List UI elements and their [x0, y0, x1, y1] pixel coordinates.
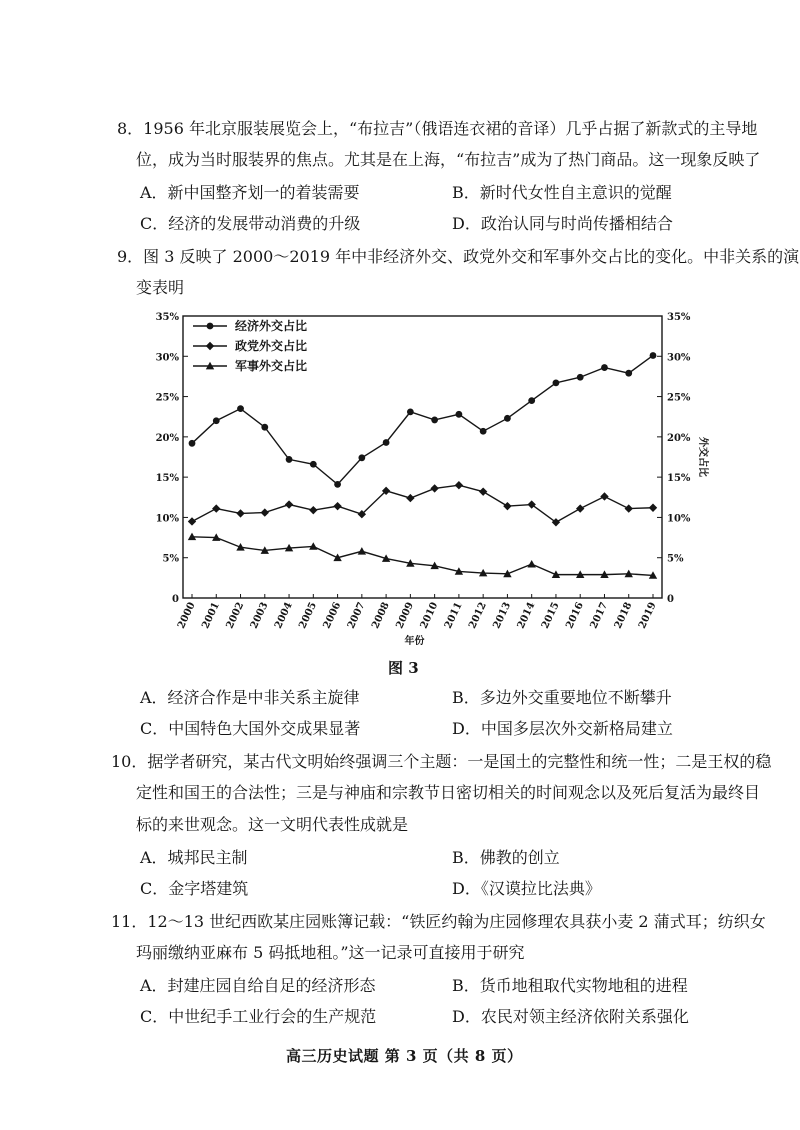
- figure-caption: 图 3: [388, 659, 419, 677]
- y-tick-label-left: 0: [172, 594, 179, 605]
- y-tick-label-right: 0: [667, 594, 674, 605]
- series-1-point: [455, 411, 462, 418]
- x-tick-label: 2015: [539, 600, 562, 631]
- series-1-point: [528, 397, 535, 404]
- figure-3-line-chart: [150, 302, 710, 650]
- x-tick-label: 2004: [273, 600, 295, 631]
- series-1-point: [334, 481, 341, 488]
- series-2-point: [333, 502, 341, 510]
- series-line-2: [192, 485, 653, 522]
- q8-text-line-2: 位，成为当时服装界的焦点。尤其是在上海，“布拉吉”成为了热门商品。这一现象反映了: [136, 150, 761, 169]
- chart-legend: [193, 318, 307, 373]
- series-2-point: [649, 504, 657, 512]
- x-tick-label: 2006: [321, 600, 344, 631]
- y-tick-label-right: 20%: [667, 432, 691, 444]
- x-tick-label: 2018: [612, 600, 635, 631]
- series-3-point: [358, 547, 366, 555]
- series-1-point: [383, 439, 390, 446]
- series-1-point: [577, 374, 584, 381]
- q9-text-line-1: 9．图 3 反映了 2000～2019 年中非经济外交、政党外交和军事外交占比的变化。中非关系的演: [117, 247, 800, 266]
- series-1-point: [431, 417, 438, 424]
- x-tick-label: 2007: [345, 600, 368, 631]
- series-1-point: [310, 461, 317, 468]
- series-3-point: [527, 560, 535, 568]
- series-1-point: [237, 405, 244, 412]
- legend-marker: [207, 323, 214, 330]
- series-1-point: [601, 364, 608, 371]
- series-1-point: [358, 454, 365, 461]
- q10-text-line-1: 10．据学者研究，某古代文明始终强调三个主题：一是国土的完整性和统一性；二是王权的稳: [111, 752, 772, 771]
- q11-text-line-1: 11．12～13 世纪西欧某庄园账簿记载：“铁匠约翰为庄园修理农具获小麦 2 蒲式耳；纺织女: [111, 912, 766, 931]
- series-2-point: [576, 504, 584, 512]
- series-2-point: [285, 500, 293, 508]
- legend-label: 经济外交占比: [235, 319, 308, 333]
- x-tick-label: 2014: [515, 600, 538, 631]
- q8-text-line-1: 8．1956 年北京服装展览会上，“布拉吉”（俄语连衣裙的音译）几乎占据了新款式的主导地: [117, 119, 758, 138]
- q8-option-a[interactable]: A．新中国整齐划一的着装需要: [140, 183, 360, 202]
- x-tick-label: 2008: [370, 600, 392, 631]
- y-tick-label-left: 5%: [162, 553, 179, 565]
- legend-label: 政党外交占比: [235, 339, 308, 353]
- series-2-point: [309, 506, 317, 514]
- x-tick-label: 2012: [467, 600, 489, 631]
- y-tick-label-right: 5%: [667, 553, 684, 565]
- q11-option-b[interactable]: B．货币地租取代实物地租的进程: [452, 976, 688, 995]
- y-tick-label-right: 10%: [667, 513, 691, 525]
- q10-option-d[interactable]: D．《汉谟拉比法典》: [452, 879, 601, 898]
- y-tick-label-left: 10%: [155, 513, 179, 525]
- series-2-point: [212, 504, 220, 512]
- q8-option-b[interactable]: B．新时代女性自主意识的觉醒: [452, 183, 672, 202]
- series-1-point: [286, 456, 293, 463]
- series-1-point: [625, 370, 632, 377]
- x-tick-label: 2003: [248, 600, 271, 631]
- q10-text-line-2: 定性和国王的合法性；三是与神庙和宗教节日密切相关的时间观念以及死后复活为最终目: [136, 783, 761, 802]
- series-2-point: [430, 484, 438, 492]
- series-2-point: [455, 481, 463, 489]
- y2-axis-label: 外交占比: [697, 437, 708, 477]
- x-tick-label: 2011: [442, 600, 465, 631]
- y-tick-label-left: 30%: [155, 352, 179, 364]
- q9-text-line-2: 变表明: [136, 278, 185, 297]
- y-tick-label-right: 25%: [667, 392, 691, 404]
- q11-option-c[interactable]: C．中世纪手工业行会的生产规范: [140, 1007, 377, 1026]
- q9-option-b[interactable]: B．多边外交重要地位不断攀升: [452, 688, 672, 707]
- x-tick-label: 2013: [491, 600, 514, 631]
- q9-option-a[interactable]: A．经济合作是中非关系主旋律: [140, 688, 360, 707]
- x-tick-label: 2017: [588, 600, 611, 631]
- x-tick-label: 2000: [175, 600, 198, 631]
- series-1-point: [407, 408, 414, 415]
- series-2-point: [236, 509, 244, 517]
- x-tick-label: 2019: [636, 600, 659, 631]
- x-tick-label: 2002: [224, 600, 247, 631]
- series-2-point: [503, 502, 511, 510]
- series-1-point: [189, 440, 196, 447]
- series-2-point: [600, 492, 608, 500]
- y-tick-label-right: 35%: [667, 312, 691, 323]
- series-line-1: [192, 355, 653, 484]
- series-1-point: [261, 424, 268, 431]
- series-1-point: [504, 415, 511, 422]
- q10-option-b[interactable]: B．佛教的创立: [452, 848, 560, 867]
- x-tick-label: 2010: [418, 600, 441, 631]
- q10-option-c[interactable]: C．金字塔建筑: [140, 879, 249, 898]
- series-2-point: [188, 517, 196, 525]
- q9-option-c[interactable]: C．中国特色大国外交成果显著: [140, 719, 361, 738]
- q10-option-a[interactable]: A．城邦民主制: [140, 848, 248, 867]
- y-tick-label-right: 30%: [667, 352, 691, 364]
- legend-label: 军事外交占比: [235, 359, 308, 373]
- series-1-point: [213, 417, 220, 424]
- series-line-3: [192, 537, 653, 576]
- series-1-point: [650, 352, 657, 359]
- series-2-point: [625, 504, 633, 512]
- x-tick-label: 2005: [297, 600, 320, 631]
- y-tick-label-left: 20%: [155, 432, 179, 444]
- legend-marker: [206, 342, 214, 350]
- chart-series-markers: [188, 352, 657, 579]
- series-2-point: [261, 508, 269, 516]
- x-axis-label: 年份: [404, 636, 425, 647]
- q10-text-line-3: 标的来世观念。这一文明代表性成就是: [136, 815, 409, 834]
- x-tick-label: 2001: [200, 600, 222, 631]
- x-tick-label: 2016: [564, 600, 586, 631]
- q9-option-d[interactable]: D．中国多层次外交新格局建立: [452, 719, 673, 738]
- q11-text-line-2: 玛丽缴纳亚麻布 5 码抵地租。”这一记录可直接用于研究: [136, 943, 525, 962]
- y-tick-label-left: 15%: [155, 473, 179, 485]
- page-footer: 高三历史试题 第 3 页（共 8 页）: [286, 1047, 523, 1065]
- q11-option-d[interactable]: D．农民对领主经济依附关系强化: [452, 1007, 689, 1026]
- chart-series-lines: [192, 355, 653, 575]
- q11-option-a[interactable]: A．封建庄园自给自足的经济形态: [140, 976, 376, 995]
- y-tick-label-left: 35%: [155, 312, 179, 323]
- y-tick-label-right: 15%: [667, 473, 691, 485]
- x-tick-label: 2009: [394, 600, 417, 631]
- q8-option-d[interactable]: D．政治认同与时尚传播相结合: [452, 214, 673, 233]
- series-1-point: [480, 428, 487, 435]
- series-1-point: [553, 379, 560, 386]
- series-2-point: [406, 494, 414, 502]
- y-tick-label-left: 25%: [155, 392, 179, 404]
- q8-option-c[interactable]: C．经济的发展带动消费的升级: [140, 214, 361, 233]
- series-2-point: [479, 487, 487, 495]
